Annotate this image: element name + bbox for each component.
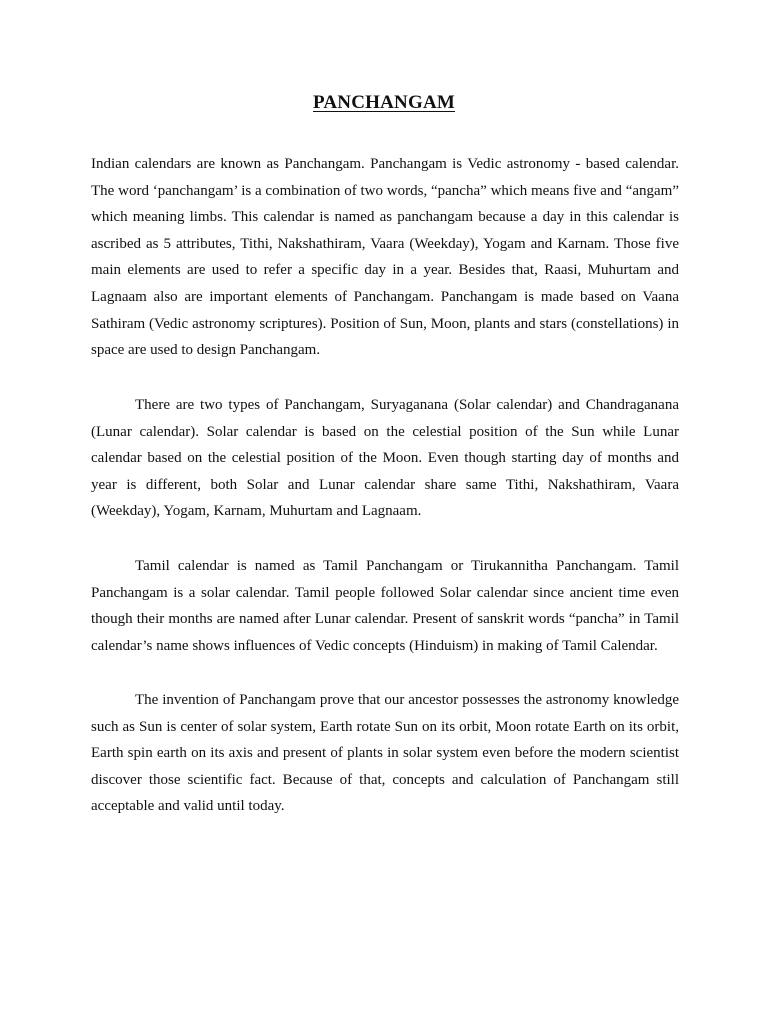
paragraph-intro: Indian calendars are known as Panchangam. Panchangam is Vedic astronomy - based calendar. The word ‘panchangam’ is a combination of two words, “pancha” which means five and “angam” which meaning limbs. This calendar is named as panchangam because a day in this calendar is ascribed as 5 attributes, Tithi, Nakshathiram, Vaara (Weekday), Yogam and Karnam. Those five main elements are used to refer a specific day in a year. Besides that, Raasi, Muhurtam and Lagnaam also are important elements of Panchangam. Panchangam is made based on Vaana Sathiram (Vedic astronomy scriptures). Position of Sun, Moon, plants and stars (constellations) in space are used to design Panchangam. xyxy=(91,156,679,359)
paragraph-invention: The invention of Panchangam prove that our ancestor possesses the astronomy knowledge such as Sun is center of solar system, Earth rotate Sun on its orbit, Moon rotate Earth on its orbit, Earth spin earth on its axis and present of plants in solar system even before the modern scientist discover those scientific fact. Because of that, concepts and calculation of Panchangam still acceptable and valid until today. xyxy=(91,692,679,815)
page-title-text: PANCHANGAM xyxy=(312,92,455,113)
paragraph-tamil-calendar: Tamil calendar is named as Tamil Panchangam or Tirukannitha Panchangam. Tamil Panchangam is a solar calendar. Tamil people followed Solar calendar since ancient time even though their months are named after Lunar calendar. Present of sanskrit words “pancha” in Tamil calendar’s name shows influences of Vedic concepts (Hinduism) in making of Tamil Calendar. xyxy=(91,558,679,654)
paragraph-types: There are two types of Panchangam, Suryaganana (Solar calendar) and Chandraganana (Lunar calendar). Solar calendar is based on the celestial position of the Sun while Lunar calendar based on the celestial position of the Moon. Even though starting day of months and year is different, both Solar and Lunar calendar share same Tithi, Nakshathiram, Vaara (Weekday), Yogam, Karnam, Muhurtam and Lagnaam. xyxy=(91,397,679,520)
page-title xyxy=(0,92,768,114)
